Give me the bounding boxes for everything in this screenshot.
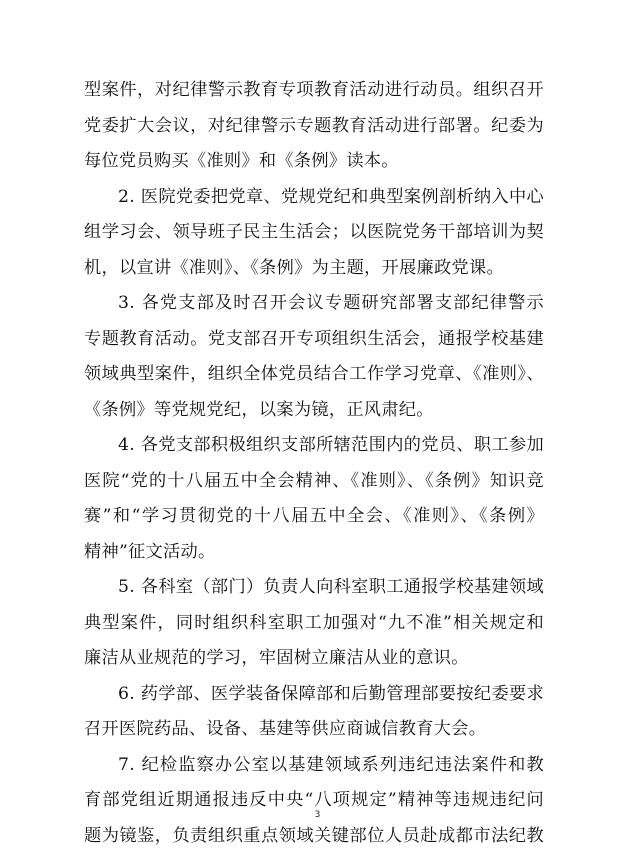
text-line-1: 型案件，对纪律警示教育专项教育活动进行动员。组织召开 xyxy=(84,73,544,109)
paragraph-2-line-1: 2. 医院党委把党章、党规党纪和典型案例剖析纳入中心 xyxy=(84,180,544,216)
paragraph-4-line-2: 医院“党的十八届五中全会精神、《准则》、《条例》知识竞 xyxy=(84,464,544,500)
paragraph-5-line-1: 5. 各科室（部门）负责人向科室职工通报学校基建领域 xyxy=(84,570,544,606)
text-line-2: 党委扩大会议，对纪律警示专题教育活动进行部署。纪委为 xyxy=(84,109,544,145)
paragraph-7-line-2: 育部党组近期通报违反中央“八项规定”精神等违规违纪问 xyxy=(84,783,544,819)
paragraph-3-line-4: 《条例》等党规党纪，以案为镜，正风肃纪。 xyxy=(84,393,544,429)
paragraph-4-line-3: 赛”和“学习贯彻党的十八届五中全会、《准则》、《条例》 xyxy=(84,499,544,535)
paragraph-3-line-2: 专题教育活动。党支部召开专项组织生活会，通报学校基建 xyxy=(84,322,544,358)
paragraph-3-line-3: 领域典型案件，组织全体党员结合工作学习党章、《准则》、 xyxy=(84,357,544,393)
page-number: 3 xyxy=(0,810,635,820)
paragraph-5-line-2: 典型案件，同时组织科室职工加强对“九不准”相关规定和 xyxy=(84,606,544,642)
document-body xyxy=(84,73,544,854)
paragraph-7-line-1: 7. 纪检监察办公室以基建领域系列违纪违法案件和教 xyxy=(84,748,544,784)
text-line-3: 每位党员购买《准则》和《条例》读本。 xyxy=(84,144,544,180)
paragraph-7-line-3: 题为镜鉴，负责组织重点领域关键部位人员赴成都市法纪教 xyxy=(84,819,544,854)
paragraph-2-line-2: 组学习会、领导班子民主生活会；以医院党务干部培训为契 xyxy=(84,215,544,251)
paragraph-4-line-4: 精神”征文活动。 xyxy=(84,535,544,571)
paragraph-2-line-3: 机，以宣讲《准则》、《条例》为主题，开展廉政党课。 xyxy=(84,251,544,287)
paragraph-4-line-1: 4. 各党支部积极组织支部所辖范围内的党员、职工参加 xyxy=(84,428,544,464)
paragraph-6-line-2: 召开医院药品、设备、基建等供应商诚信教育大会。 xyxy=(84,712,544,748)
paragraph-3-line-1: 3. 各党支部及时召开会议专题研究部署支部纪律警示 xyxy=(84,286,544,322)
paragraph-6-line-1: 6. 药学部、医学装备保障部和后勤管理部要按纪委要求 xyxy=(84,677,544,713)
paragraph-5-line-3: 廉洁从业规范的学习，牢固树立廉洁从业的意识。 xyxy=(84,641,544,677)
